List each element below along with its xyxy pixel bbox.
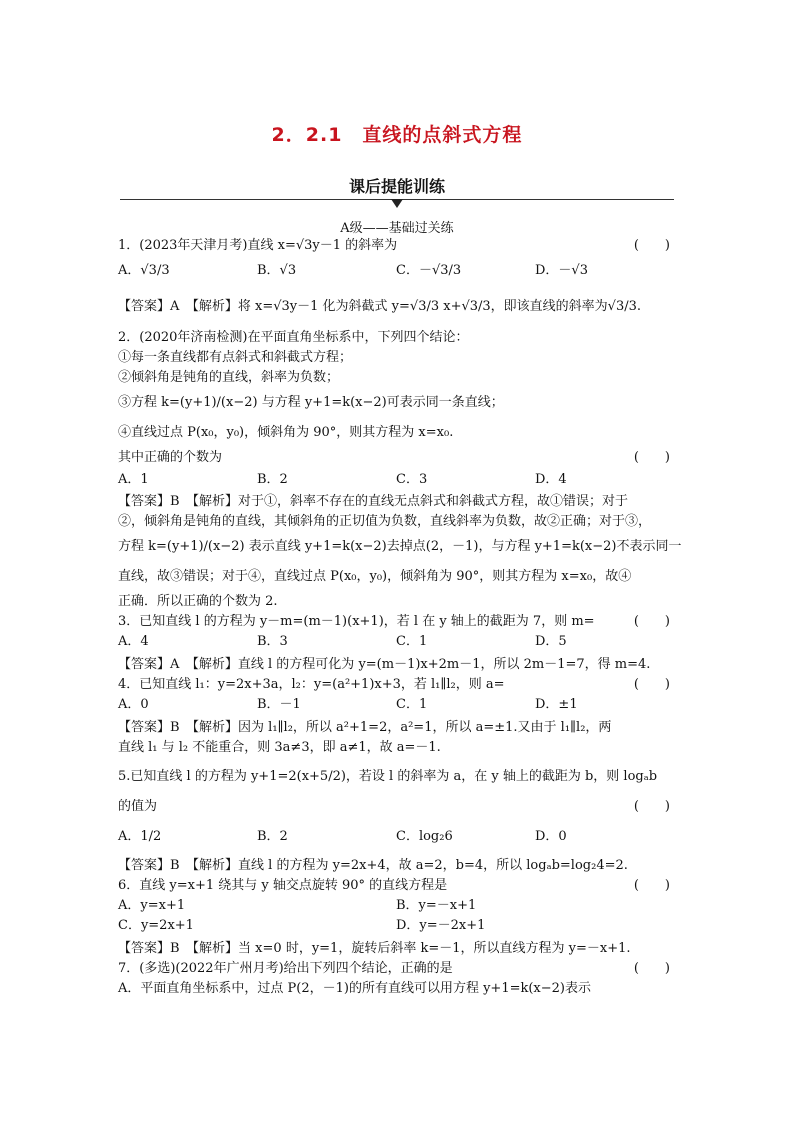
q2-answer-3: 方程 k=(y+1)/(x−2) 表示直线 y+1=k(x−2)去掉点(2，－1)，与方程 y+1=k(x−2)不表示同一: [118, 539, 682, 554]
q5-tail: 的值为 ( ): [118, 799, 670, 814]
q2-statement-4: ④直线过点 P(x₀，y₀)，倾斜角为 90°，则其方程为 x=x₀.: [118, 425, 454, 440]
divider-triangle-icon: [391, 199, 403, 208]
q2-tail: 其中正确的个数为 ( ): [118, 450, 670, 465]
q6-options-row-2: C．y=2x+1 D．y=－2x+1: [118, 918, 486, 933]
q2-answer-2: ②，倾斜角是钝角的直线，其倾斜角的正切值为负数，直线斜率为负数，故②正确；对于③，: [118, 514, 652, 529]
q3-stem: 3．已知直线 l 的方程为 y－m=(m－1)(x+1)，若 l 在 y 轴上的截距为 7，则 m= ( ): [118, 614, 670, 629]
q3-options: A．4 B．3 C．1 D．5: [118, 634, 567, 649]
q1-stem: 1．(2023年天津月考)直线 x=√3y－1 的斜率为 ( ): [118, 238, 670, 253]
q4-answer-1: 【答案】B 【解析】因为 l₁∥l₂，所以 a²+1=2，a²=1，所以 a=±1.又由于 l₁∥l₂，两: [118, 720, 612, 735]
q5-options: A．1/2 B．2 C．log₂6 D．0: [118, 829, 567, 844]
q2-statement-3: ③方程 k=(y+1)/(x−2) 与方程 y+1=k(x−2)可表示同一条直线；: [118, 395, 504, 410]
q7-stem: 7．(多选)(2022年广州月考)给出下列四个结论，正确的是 ( ): [118, 961, 670, 976]
q4-answer-2: 直线 l₁ 与 l₂ 不能重合，则 3a≠3，即 a≠1，故 a=－1.: [118, 740, 441, 755]
page-title: 2．2.1 直线的点斜式方程: [271, 124, 523, 146]
q2-stem: 2．(2020年济南检测)在平面直角坐标系中，下列四个结论：: [118, 330, 469, 345]
section-title: 课后提能训练: [348, 177, 445, 196]
q2-statement-2: ②倾斜角是钝角的直线，斜率为负数；: [118, 370, 340, 385]
q4-options: A．0 B．－1 C．1 D．±1: [118, 697, 578, 712]
q6-options-row-1: A．y=x+1 B．y=－x+1: [118, 898, 477, 913]
q2-answer-1: 【答案】B 【解析】对于①，斜率不存在的直线无点斜式和斜截式方程，故①错误；对于: [118, 494, 629, 509]
q2-options: A．1 B．2 C．3 D．4: [118, 472, 567, 487]
q6-stem: 6．直线 y=x+1 绕其与 y 轴交点旋转 90° 的直线方程是 ( ): [118, 878, 670, 893]
q5-stem: 5.已知直线 l 的方程为 y+1=2(x+5/2)，若设 l 的斜率为 a，在 y 轴上的截距为 b，则 logₐb: [118, 769, 658, 784]
q6-answer: 【答案】B 【解析】当 x=0 时，y=1，旋转后斜率 k=－1，所以直线方程为 y=－x+1.: [118, 941, 631, 956]
q2-answer-5: 正确．所以正确的个数为 2.: [118, 594, 278, 609]
q5-answer: 【答案】B 【解析】直线 l 的方程为 y=2x+4，故 a=2，b=4，所以 logₐb=log₂4=2.: [118, 858, 628, 873]
q1-answer: 【答案】A 【解析】将 x=√3y－1 化为斜截式 y=√3/3 x+√3/3，即该直线的斜率为√3/3.: [118, 299, 642, 314]
level-heading: A级——基础过关练: [340, 221, 454, 236]
q3-answer: 【答案】A 【解析】直线 l 的方程可化为 y=(m－1)x+2m－1，所以 2m－1=7，得 m=4.: [118, 657, 651, 672]
q7-option-a: A．平面直角坐标系中，过点 P(2，－1)的所有直线可以用方程 y+1=k(x−2)表示: [118, 981, 592, 996]
q2-answer-4: 直线，故③错误；对于④，直线过点 P(x₀，y₀)，倾斜角为 90°，则其方程为 x=x₀，故④: [118, 569, 632, 584]
q4-stem: 4．已知直线 l₁：y=2x+3a，l₂：y=(a²+1)x+3，若 l₁∥l₂，则 a= ( ): [118, 677, 670, 692]
exercise-content: [118, 236, 682, 999]
q2-statement-1: ①每一条直线都有点斜式和斜截式方程；: [118, 350, 353, 365]
q1-options: A．√3/3 B．√3 C．－√3/3 D．－√3: [118, 263, 588, 278]
